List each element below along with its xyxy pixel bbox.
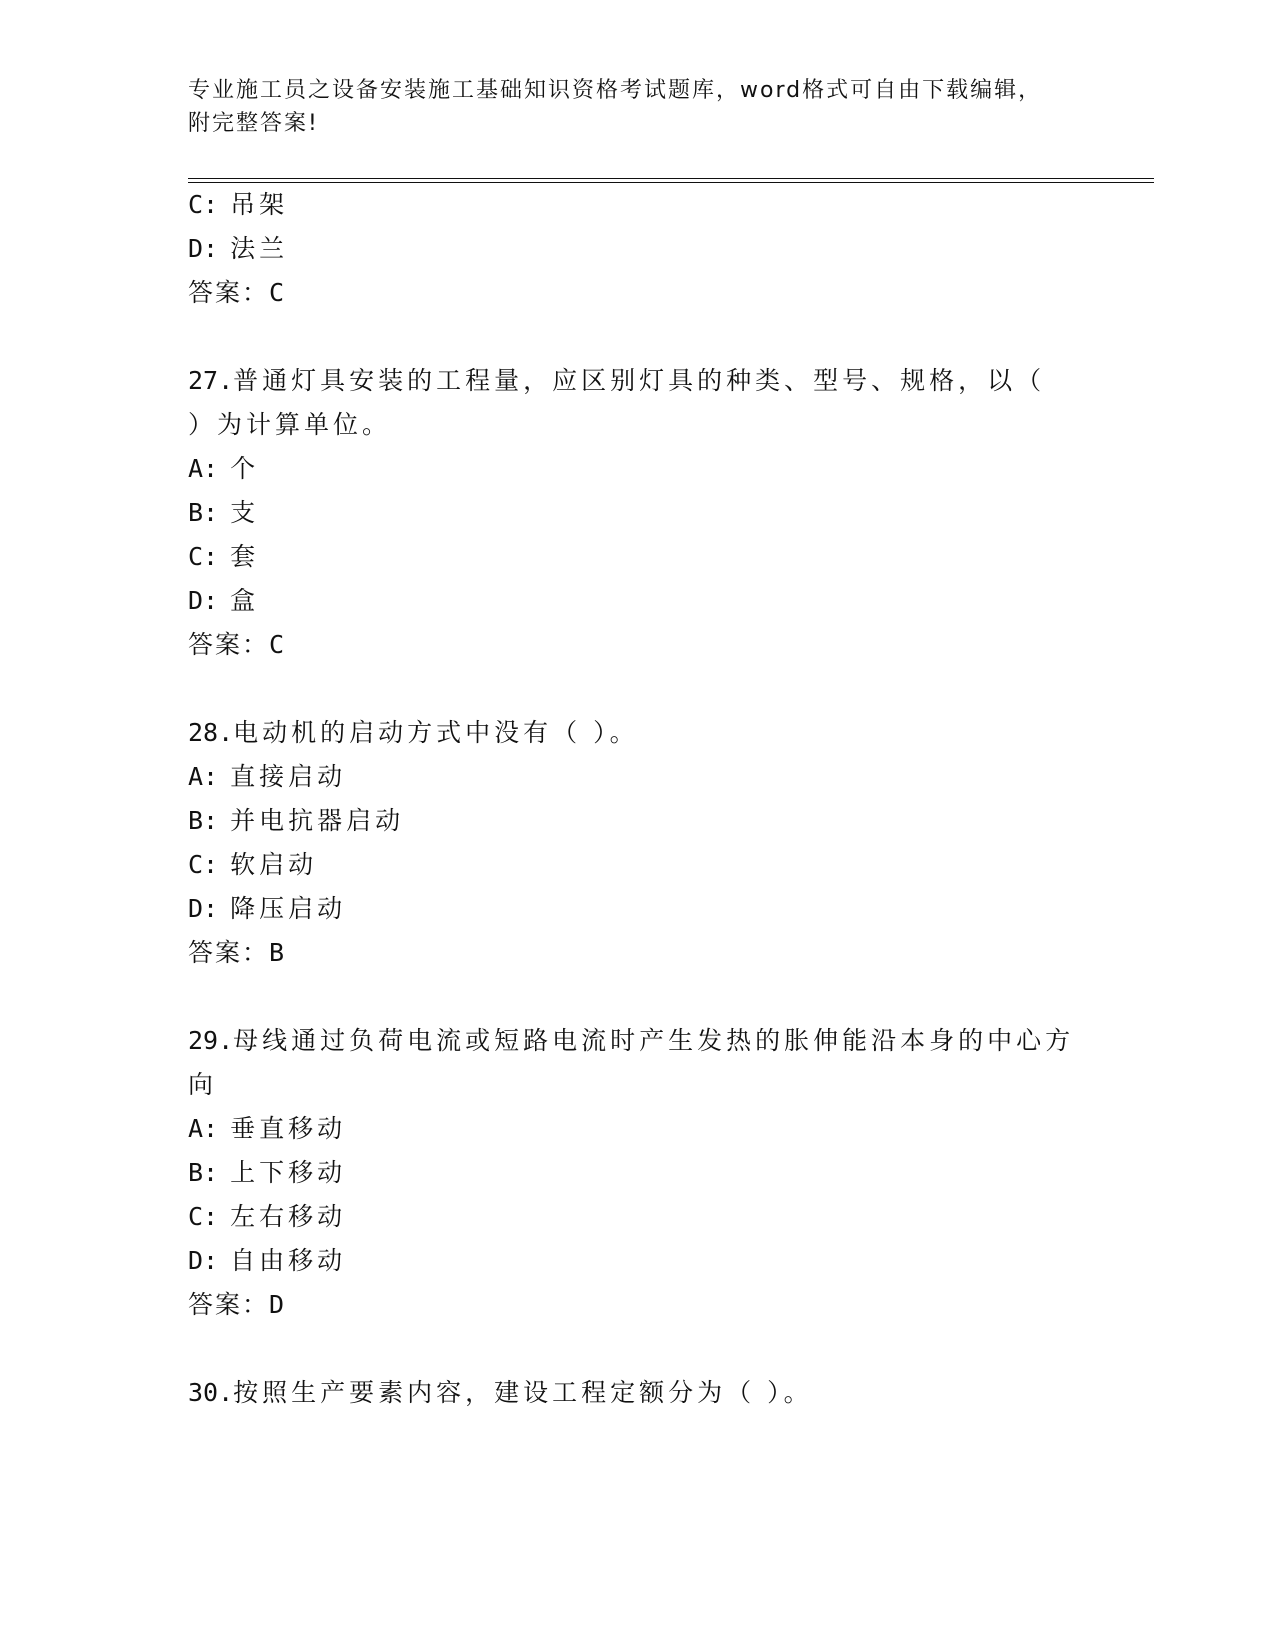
option-letter: D: [188,586,219,615]
option-letter: C: [188,542,219,571]
option-letter: D: [188,234,219,263]
option-letter: D: [188,1246,219,1275]
option-d [188,892,346,926]
header-divider-bottom [188,182,1154,183]
document-header [188,74,1088,140]
option-letter: B: [188,806,219,835]
option-text: 套 [230,542,260,571]
answer-label: 答案： [188,938,270,967]
option-letter: A: [188,1114,219,1143]
question-text: 母线通过负荷电流或短路电流时产生发热的胀伸能沿本身的中心方 [233,1026,1075,1055]
answer-value: C [269,630,285,659]
option-text: 吊架 [230,190,289,219]
option-letter: C: [188,190,219,219]
option-b [188,1156,346,1190]
question-27-stem-line-2: ）为计算单位。 [188,410,392,439]
option-text: 直接启动 [230,762,347,791]
answer-value: C [269,278,285,307]
question-text: 按照生产要素内容，建设工程定额分为（ ）。 [233,1378,813,1407]
answer-label: 答案： [188,278,270,307]
question-number: 28. [188,718,234,747]
question-30-stem [188,1376,813,1410]
option-text: 支 [230,498,260,527]
option-text: 降压启动 [230,894,347,923]
question-text: 电动机的启动方式中没有（ ）。 [233,718,639,747]
option-letter: C: [188,1202,219,1231]
question-text: 普通灯具安装的工程量，应区别灯具的种类、型号、规格，以（ [233,366,1046,395]
question-29-stem-line-1 [188,1024,1074,1058]
answer-label: 答案： [188,1290,270,1319]
option-d [188,1244,346,1278]
option-d [188,584,259,618]
question-28-stem [188,716,639,750]
option-letter: C: [188,850,219,879]
option-text: 个 [230,454,260,483]
option-a [188,1112,346,1146]
option-letter: B: [188,498,219,527]
option-letter: A: [188,762,219,791]
option-text: 上下移动 [230,1158,347,1187]
header-line-2: 附完整答案! [188,111,319,136]
option-c [188,540,259,574]
question-27-stem-line-1 [188,364,1045,398]
answer-label: 答案： [188,630,270,659]
header-line-1: 专业施工员之设备安装施工基础知识资格考试题库，word格式可自由下载编辑， [188,78,1043,103]
option-text: 盒 [230,586,260,615]
header-divider-top [188,178,1154,179]
option-c [188,188,288,222]
question-29-stem-line-2: 向 [188,1070,218,1099]
option-a [188,452,259,486]
option-text: 软启动 [230,850,318,879]
option-text: 并电抗器启动 [230,806,405,835]
option-a [188,760,346,794]
option-text: 法兰 [230,234,289,263]
option-d [188,232,288,266]
option-c [188,848,317,882]
answer-value: D [269,1290,285,1319]
option-text: 自由移动 [230,1246,347,1275]
option-b [188,496,259,530]
answer [188,276,284,310]
question-number: 27. [188,366,234,395]
option-letter: B: [188,1158,219,1187]
option-text: 垂直移动 [230,1114,347,1143]
answer [188,936,284,970]
option-b [188,804,404,838]
option-text: 左右移动 [230,1202,347,1231]
answer [188,1288,284,1322]
question-number: 29. [188,1026,234,1055]
answer [188,628,284,662]
option-c [188,1200,346,1234]
question-number: 30. [188,1378,234,1407]
option-letter: D: [188,894,219,923]
option-letter: A: [188,454,219,483]
answer-value: B [269,938,285,967]
